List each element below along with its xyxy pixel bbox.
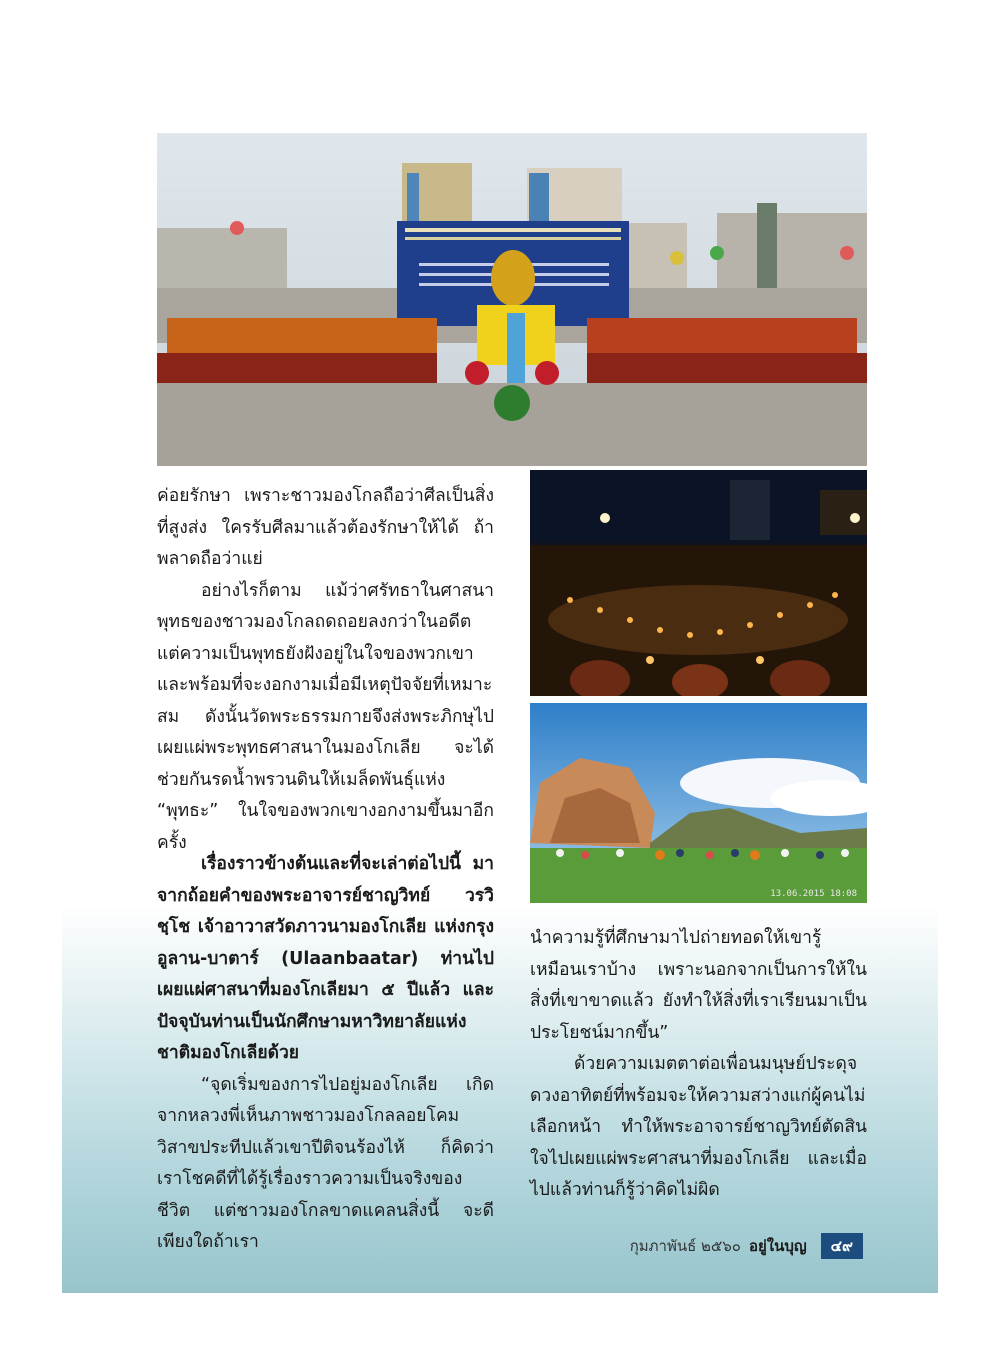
issue-date: กุมภาพันธ์ ๒๕๖๐ [629,1237,741,1255]
intro-paragraph: เรื่องราวข้างต้นและที่จะเล่าต่อไปนี้ มาจากถ้อยคำของพระอาจารย์ชาญวิทย์ วรวิชฺโช เจ้าอาวาสวัดภาวนามองโกเลีย แห่งกรุงอูลาน-บาตาร์ (Ulaanbaatar) ท่านไปเผยแผ่ศาสนาที่มองโกเลียมา ๕ ปีแล้ว และปัจจุบันท่านเป็นนักศึกษามหาวิทยาลัยแห่งชาติมองโกเลียด้วย [157,854,494,1063]
ceremony-photo [157,133,867,466]
quote-paragraph: “จุดเริ่มของการไปอยู่มองโกเลีย เกิดจากหลวงพี่เห็นภาพชาวมองโกลลอยโคมวิสาขประทีปแล้วเขาปีติจนร้องไห้ ก็คิดว่า เราโชคดีที่ได้รู้เรื่องราวความเป็นจริงของชีวิต แต่ชาวมองโกลขาดแคลนสิ่งนี้ จะดีเพียงใดถ้าเรา [157,1074,494,1252]
paragraph: ค่อยรักษา เพราะชาวมองโกลถือว่าศีลเป็นสิ่งที่สูงส่ง ใครรับศีลมาแล้วต้องรักษาให้ได้ ถ้าพลาดถือว่าแย่ [157,486,494,569]
paragraph: นำความรู้ที่ศึกษามาไปถ่ายทอดให้เขารู้เหมือนเราบ้าง เพราะนอกจากเป็นการให้ในสิ่งที่เขาขาดแล้ว ยังทำให้สิ่งที่เราเรียนมาเป็นประโยชน์มากขึ้น” [530,928,867,1043]
left-column-bottom [157,849,494,1259]
meadow-meditation-photo [530,703,867,903]
photo-timestamp: 13.06.2015 18:08 [770,889,857,899]
page-number-badge: ๔๙ [821,1233,863,1259]
page-footer [560,1233,863,1259]
paragraph: อย่างไรก็ตาม แม้ว่าศรัทธาในศาสนาพุทธของชาวมองโกลถดถอยลงกว่าในอดีต แต่ความเป็นพุทธยังฝังอยู่ในใจของพวกเขา และพร้อมที่จะงอกงามเมื่อมีเหตุปัจจัยที่เหมาะสม ดังนั้นวัดพระธรรมกายจึงส่งพระภิกษุไปเผยแผ่พระพุทธศาสนาในมองโกเลีย จะได้ช่วยกันรดน้ำพรวนดินให้เมล็ดพันธุ์แห่ง “พุทธะ” ในใจของพวกเขางอกงามขึ้นมาอีกครั้ง [157,580,494,853]
left-column-top [157,481,494,859]
right-column [530,923,867,1207]
magazine-name: อยู่ในบุญ [748,1237,807,1255]
paragraph: ด้วยความเมตตาต่อเพื่อนมนุษย์ประดุจดวงอาทิตย์ที่พร้อมจะให้ความสว่างแก่ผู้คนไม่เลือกหน้า ทำให้พระอาจารย์ชาญวิทย์ตัดสินใจไปเผยแผ่พระศาสนาที่มองโกเลีย และเมื่อไปแล้วท่านก็รู้ว่าคิดไม่ผิด [530,1054,867,1200]
candle-ceremony-photo [530,470,867,696]
